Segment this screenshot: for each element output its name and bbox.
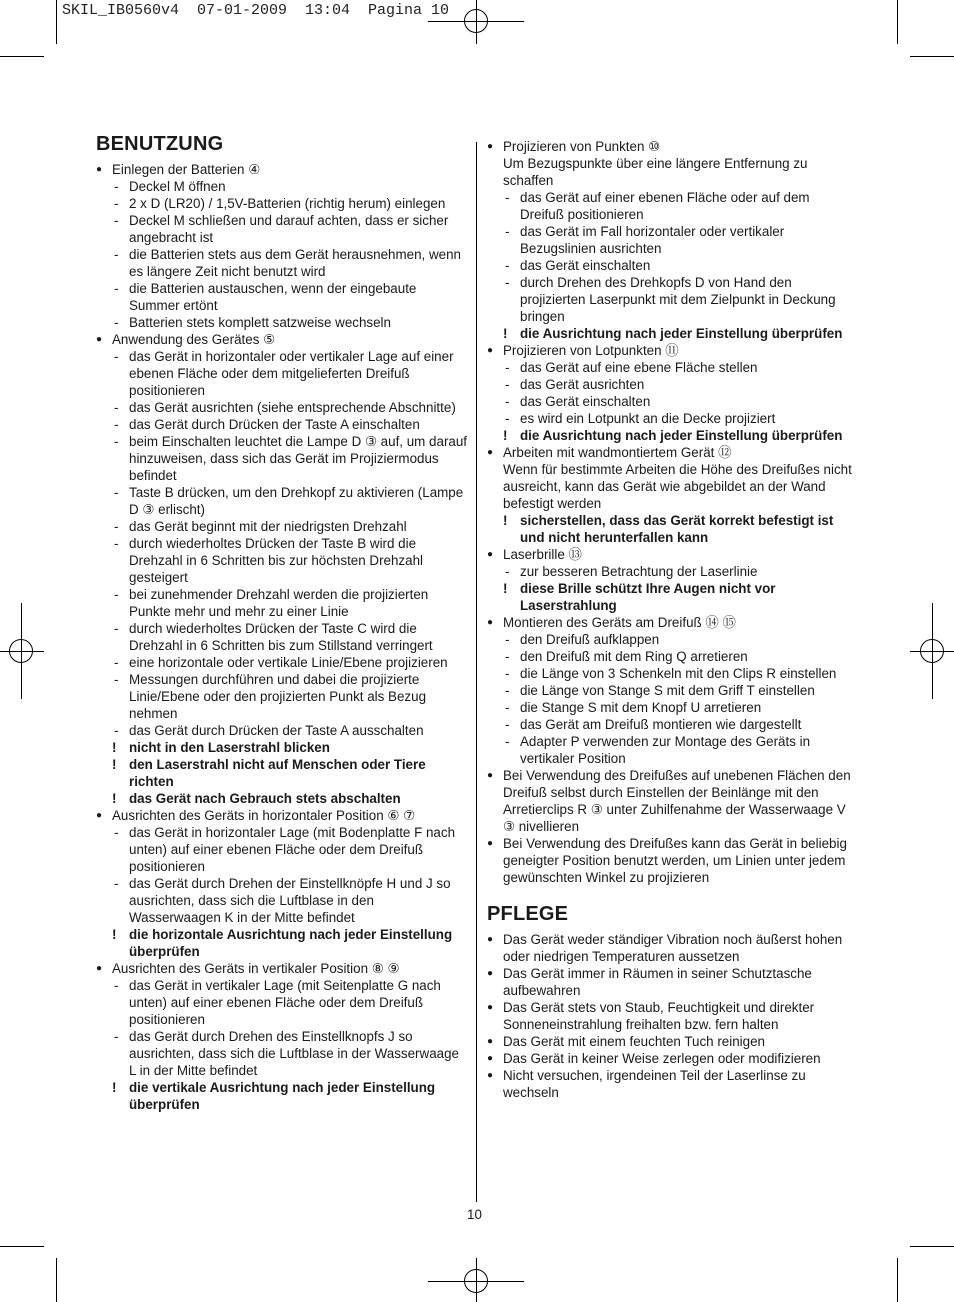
- sub-item: - 2 x D (LR20) / 1,5V-Batterien (richtig herum) einlegen: [112, 195, 468, 212]
- item-heading: ● Montieren des Geräts am Dreifuß ⑭ ⑮: [503, 615, 736, 630]
- item-heading: ● Ausrichten des Geräts in vertikaler Position ⑧ ⑨: [112, 961, 400, 976]
- list-item: [96, 960, 468, 1113]
- left-bullet-list: [96, 161, 468, 1113]
- crop-mark: [910, 56, 954, 57]
- sub-item: - das Gerät am Dreifuß montieren wie dargestellt: [503, 716, 857, 733]
- crop-mark: [897, 1258, 898, 1302]
- warning-item: ! diese Brille schützt Ihre Augen nicht vor Laserstrahlung: [503, 580, 857, 614]
- sub-item: - das Gerät ausrichten (siehe entsprechende Abschnitte): [112, 399, 468, 416]
- list-item: [487, 444, 857, 546]
- sub-item: - die Stange S mit dem Knopf U arretieren: [503, 699, 857, 716]
- warning-item: ! die Ausrichtung nach jeder Einstellung überprüfen: [503, 427, 857, 444]
- sub-item: - beim Einschalten leuchtet die Lampe D ③ auf, um darauf hinzuweisen, dass sich das Gerät im Projiziermodus befindet: [112, 433, 468, 484]
- sub-item: - Messungen durchführen und dabei die projizierte Linie/Ebene oder den projizierten Punkt als Bezug nehmen: [112, 671, 468, 722]
- pflege-item: ● Das Gerät mit einem feuchten Tuch reinigen: [487, 1033, 857, 1050]
- sub-item: - das Gerät beginnt mit der niedrigsten Drehzahl: [112, 518, 468, 535]
- item-heading: ● Einlegen der Batterien ④: [112, 162, 261, 177]
- sub-list: [503, 563, 857, 614]
- sub-item: - Deckel M schließen und darauf achten, dass er sicher angebracht ist: [112, 212, 468, 246]
- sub-list: [112, 977, 468, 1113]
- column-divider: [476, 142, 477, 1202]
- sub-list: [112, 348, 468, 807]
- list-item: [487, 614, 857, 767]
- sub-list: [503, 359, 857, 444]
- list-item: [487, 546, 857, 614]
- sub-item: - Taste B drücken, um den Drehkopf zu aktivieren (Lampe D ③ erlischt): [112, 484, 468, 518]
- sub-item: - durch wiederholtes Drücken der Taste B wird die Drehzahl in 6 Schritten bis zur höchsten Drehzahl gesteigert: [112, 535, 468, 586]
- right-bullet-list: [487, 138, 857, 886]
- item-heading: ● Anwendung des Gerätes ⑤: [112, 332, 276, 347]
- sub-item: - das Gerät durch Drücken der Taste A einschalten: [112, 416, 468, 433]
- sub-item: - bei zunehmender Drehzahl werden die projizierten Punkte mehr und mehr zu einer Linie: [112, 586, 468, 620]
- list-item: [487, 138, 857, 342]
- sub-item: - das Gerät einschalten: [503, 393, 857, 410]
- sub-list: [503, 189, 857, 342]
- sub-list: [503, 512, 857, 546]
- sub-item: - das Gerät einschalten: [503, 257, 857, 274]
- item-heading: ● Ausrichten des Geräts in horizontaler Position ⑥ ⑦: [112, 808, 416, 823]
- warning-item: ! nicht in den Laserstrahl blicken: [112, 739, 468, 756]
- right-column: [487, 138, 857, 1101]
- sub-item: - Deckel M öffnen: [112, 178, 468, 195]
- pflege-item: ● Das Gerät immer in Räumen in seiner Schutztasche aufbewahren: [487, 965, 857, 999]
- warning-item: ! die Ausrichtung nach jeder Einstellung überprüfen: [503, 325, 857, 342]
- crop-mark: [0, 1246, 44, 1247]
- pflege-list: [487, 931, 857, 1101]
- sub-item: - das Gerät durch Drehen der Einstellknöpfe H und J so ausrichten, dass sich die Luftblase in den Wasserwaagen K in der Mitte befindet: [112, 875, 468, 926]
- sub-item: - das Gerät in vertikaler Lage (mit Seitenplatte G nach unten) auf einer ebenen Fläche oder dem Dreifuß positionieren: [112, 977, 468, 1028]
- item-description: Wenn für bestimmte Arbeiten die Höhe des Dreifußes nicht ausreicht, kann das Gerät wie abgebildet an der Wand befestigt werden: [503, 462, 852, 511]
- sub-item: - das Gerät auf einer ebenen Fläche oder auf dem Dreifuß positionieren: [503, 189, 857, 223]
- pflege-item: ● Das Gerät stets von Staub, Feuchtigkeit und direkter Sonneneinstrahlung freihalten bzw. fern halten: [487, 999, 857, 1033]
- warning-item: ! den Laserstrahl nicht auf Menschen oder Tiere richten: [112, 756, 468, 790]
- item-heading: ● Bei Verwendung des Dreifußes auf unebenen Flächen den Dreifuß selbst durch Einstellen der Beinlänge mit den Arretierclips R ③ unter Zuhilfenahme der Wasserwaage V ③ nivellieren: [503, 768, 851, 834]
- warning-item: ! sicherstellen, dass das Gerät korrekt befestigt ist und nicht herunterfallen kann: [503, 512, 857, 546]
- list-item: [96, 807, 468, 960]
- warning-item: ! das Gerät nach Gebrauch stets abschalten: [112, 790, 468, 807]
- sub-item: - eine horizontale oder vertikale Linie/Ebene projizieren: [112, 654, 468, 671]
- sub-item: - den Dreifuß mit dem Ring Q arretieren: [503, 648, 857, 665]
- list-item: [96, 331, 468, 807]
- crop-mark: [0, 56, 44, 57]
- sub-item: - die Länge von Stange S mit dem Griff T einstellen: [503, 682, 857, 699]
- item-heading: ● Projizieren von Punkten ⑩: [503, 139, 661, 154]
- section-title-pflege: PFLEGE: [487, 903, 569, 925]
- sub-item: - durch wiederholtes Drücken der Taste C wird die Drehzahl in 6 Schritten bis zum Stillstand verringert: [112, 620, 468, 654]
- crop-mark: [910, 1246, 954, 1247]
- list-item: [487, 342, 857, 444]
- sub-item: - das Gerät in horizontaler oder vertikaler Lage auf einer ebenen Fläche oder dem mitgelieferten Dreifuß positionieren: [112, 348, 468, 399]
- item-description: Um Bezugspunkte über eine längere Entfernung zu schaffen: [503, 156, 808, 188]
- crop-mark: [56, 1258, 57, 1302]
- page-number: 10: [467, 1207, 482, 1222]
- sub-item: - die Batterien austauschen, wenn der eingebaute Summer ertönt: [112, 280, 468, 314]
- crop-mark: [897, 0, 898, 44]
- sub-item: - das Gerät in horizontaler Lage (mit Bodenplatte F nach unten) auf einer ebenen Fläche oder dem Dreifuß positionieren: [112, 824, 468, 875]
- sub-item: - es wird ein Lotpunkt an die Decke projiziert: [503, 410, 857, 427]
- sub-item: - zur besseren Betrachtung der Laserlinie: [503, 563, 857, 580]
- list-item: [487, 767, 857, 835]
- pflege-item: ● Das Gerät in keiner Weise zerlegen oder modifizieren: [487, 1050, 857, 1067]
- sub-item: - den Dreifuß aufklappen: [503, 631, 857, 648]
- sub-item: - Adapter P verwenden zur Montage des Geräts in vertikaler Position: [503, 733, 857, 767]
- pflege-item: ● Nicht versuchen, irgendeinen Teil der Laserlinse zu wechseln: [487, 1067, 857, 1101]
- item-heading: ● Projizieren von Lotpunkten ⑪: [503, 343, 679, 358]
- sub-list: [112, 178, 468, 331]
- item-heading: ● Bei Verwendung des Dreifußes kann das Gerät in beliebig geneigter Position benutzt werden, um Linien unter jedem gewünschten Winkel zu projizieren: [503, 836, 847, 885]
- sub-list: [112, 824, 468, 960]
- left-column: [96, 133, 468, 1113]
- list-item: [487, 835, 857, 886]
- sub-item: - durch Drehen des Drehkopfs D von Hand den projizierten Laserpunkt mit dem Zielpunkt in Deckung bringen: [503, 274, 857, 325]
- sub-item: - das Gerät ausrichten: [503, 376, 857, 393]
- sub-item: - die Länge von 3 Schenkeln mit den Clips R einstellen: [503, 665, 857, 682]
- crop-mark: [56, 0, 57, 44]
- sub-item: - Batterien stets komplett satzweise wechseln: [112, 314, 468, 331]
- pflege-item: ● Das Gerät weder ständiger Vibration noch äußerst hohen oder niedrigen Temperaturen aussetzen: [487, 931, 857, 965]
- sub-item: - das Gerät durch Drehen des Einstellknopfs J so ausrichten, dass sich die Luftblase in der Wasserwaage L in der Mitte befindet: [112, 1028, 468, 1079]
- sub-item: - das Gerät auf eine ebene Fläche stellen: [503, 359, 857, 376]
- item-heading: ● Laserbrille ⑬: [503, 547, 582, 562]
- warning-item: ! die horizontale Ausrichtung nach jeder Einstellung überprüfen: [112, 926, 468, 960]
- item-heading: ● Arbeiten mit wandmontiertem Gerät ⑫: [503, 445, 732, 460]
- section-title-benutzung: BENUTZUNG: [96, 133, 224, 155]
- sub-item: - das Gerät durch Drücken der Taste A ausschalten: [112, 722, 468, 739]
- sub-list: [503, 631, 857, 767]
- sub-item: - die Batterien stets aus dem Gerät herausnehmen, wenn es längere Zeit nicht benutzt wird: [112, 246, 468, 280]
- warning-item: ! die vertikale Ausrichtung nach jeder Einstellung überprüfen: [112, 1079, 468, 1113]
- sub-item: - das Gerät im Fall horizontaler oder vertikaler Bezugslinien ausrichten: [503, 223, 857, 257]
- list-item: [96, 161, 468, 331]
- print-header: SKIL_IB0560v4 07-01-2009 13:04 Pagina 10: [62, 2, 450, 19]
